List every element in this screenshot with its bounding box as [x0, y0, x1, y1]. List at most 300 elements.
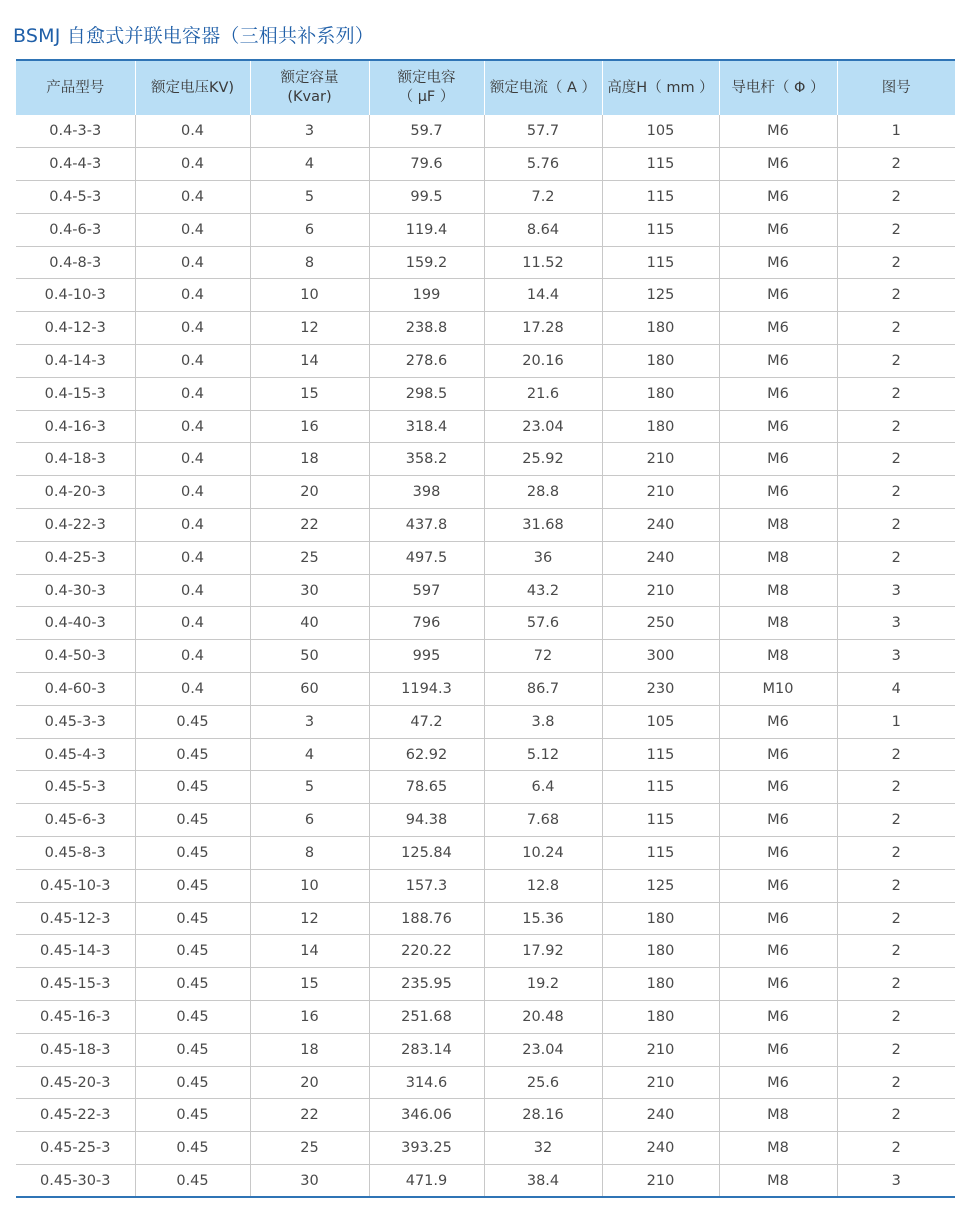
table-cell: 115: [602, 771, 719, 804]
table-cell: 0.4-50-3: [16, 640, 135, 673]
table-cell: 210: [602, 1165, 719, 1198]
table-cell: 38.4: [484, 1165, 602, 1198]
table-cell: 188.76: [369, 902, 484, 935]
table-cell: M8: [719, 640, 837, 673]
table-cell: 250: [602, 607, 719, 640]
table-row: [16, 246, 955, 279]
column-header-label: 产品型号: [46, 79, 105, 96]
table-cell: 0.45-30-3: [40, 1172, 111, 1189]
table-cell: 180: [602, 968, 719, 1001]
table-cell: 5: [250, 181, 369, 214]
table-cell: 0.45-3-3: [16, 705, 135, 738]
table-cell: 5.12: [484, 738, 602, 771]
table-cell: M8: [719, 1132, 837, 1165]
table-cell: 2: [837, 443, 955, 476]
table-row: [16, 1165, 955, 1198]
column-header: [16, 60, 135, 115]
table-cell: 15: [250, 968, 369, 1001]
table-cell: 14.4: [484, 279, 602, 312]
table-cell: 2: [837, 1033, 955, 1066]
table-cell: M6: [719, 345, 837, 378]
table-cell: 57.7: [484, 115, 602, 148]
table-cell: 14: [250, 345, 369, 378]
table-cell: 0.45: [135, 869, 250, 902]
table-cell: 62.92: [369, 738, 484, 771]
table-cell: 50: [250, 640, 369, 673]
table-cell: 2: [837, 181, 955, 214]
table-cell: 30: [250, 1165, 369, 1198]
table-cell: 11.52: [484, 246, 602, 279]
table-cell: 0.45-16-3: [16, 1001, 135, 1034]
table-cell: 2: [837, 509, 955, 542]
table-cell: 40: [250, 607, 369, 640]
table-cell: 3.8: [484, 705, 602, 738]
table-cell: 796: [369, 607, 484, 640]
table-cell: 0.4: [135, 115, 250, 148]
table-cell: 115: [602, 837, 719, 870]
table-row: [16, 181, 955, 214]
table-cell: M6: [719, 804, 837, 837]
table-cell: 0.45-14-3: [16, 935, 135, 968]
table-cell: 2: [837, 377, 955, 410]
table-cell: 0.45-15-3: [16, 968, 135, 1001]
table-cell: 19.2: [484, 968, 602, 1001]
table-cell: 0.4: [135, 148, 250, 181]
table-cell: 2: [837, 738, 955, 771]
table-cell: 12: [250, 902, 369, 935]
table-cell: 2: [837, 837, 955, 870]
table-cell: 25.92: [484, 443, 602, 476]
table-cell: 47.2: [369, 705, 484, 738]
table-cell: 105: [602, 705, 719, 738]
table-cell: M6: [719, 279, 837, 312]
table-cell: 497.5: [369, 541, 484, 574]
table-cell: 10: [250, 869, 369, 902]
table-cell: 0.45-10-3: [16, 869, 135, 902]
table-cell: 0.4: [135, 279, 250, 312]
table-cell: 0.4-16-3: [16, 410, 135, 443]
table-row: [16, 476, 955, 509]
table-cell: 119.4: [369, 213, 484, 246]
table-cell: 235.95: [369, 968, 484, 1001]
table-cell: 318.4: [369, 410, 484, 443]
table-cell: M6: [719, 935, 837, 968]
table-cell: 28.16: [484, 1099, 602, 1132]
table-cell: 16: [250, 410, 369, 443]
table-cell: 220.22: [369, 935, 484, 968]
table-cell: 230: [602, 673, 719, 706]
table-cell: 0.45: [135, 1033, 250, 1066]
table-cell: 125: [602, 279, 719, 312]
table-cell: 0.4-5-3: [16, 181, 135, 214]
table-cell: 0.45: [135, 738, 250, 771]
table-cell: 0.45: [135, 935, 250, 968]
table-cell: 0.45-5-3: [16, 771, 135, 804]
table-row: [16, 345, 955, 378]
table-cell: 3: [250, 705, 369, 738]
table-cell: 4: [250, 148, 369, 181]
table-cell: 12: [250, 312, 369, 345]
column-header: [250, 60, 369, 115]
table-cell: 180: [602, 345, 719, 378]
table-cell: 0.4-8-3: [16, 246, 135, 279]
table-cell: M8: [719, 541, 837, 574]
table-cell: 0.4-14-3: [16, 345, 135, 378]
table-row: [16, 771, 955, 804]
table-cell: 6: [250, 213, 369, 246]
table-cell: 0.4: [135, 213, 250, 246]
table-cell: 0.45-12-3: [16, 902, 135, 935]
table-cell: 20: [250, 1066, 369, 1099]
table-cell: 3: [837, 607, 955, 640]
table-cell: 0.4: [135, 509, 250, 542]
table-row: [16, 1001, 955, 1034]
table-cell: 180: [602, 935, 719, 968]
table-cell: 2: [837, 902, 955, 935]
table-cell: 57.6: [484, 607, 602, 640]
table-cell: 0.4-6-3: [16, 213, 135, 246]
table-cell: M6: [719, 181, 837, 214]
table-cell: 0.4-12-3: [16, 312, 135, 345]
table-cell: 1: [837, 705, 955, 738]
column-header: [369, 60, 484, 115]
table-cell: 6.4: [484, 771, 602, 804]
table-cell: 0.45: [135, 771, 250, 804]
table-cell: M6: [719, 443, 837, 476]
table-cell: 10: [250, 279, 369, 312]
table-cell: 0.4: [135, 443, 250, 476]
table-cell: 0.45-6-3: [16, 804, 135, 837]
table-cell: 36: [484, 541, 602, 574]
table-row: [16, 1132, 955, 1165]
table-cell: 0.45: [135, 1165, 250, 1198]
table-row: [16, 443, 955, 476]
table-cell: 22: [250, 1099, 369, 1132]
table-cell: 5: [250, 771, 369, 804]
table-cell: 115: [602, 148, 719, 181]
table-cell: 251.68: [369, 1001, 484, 1034]
table-row: [16, 410, 955, 443]
table-cell: 2: [837, 935, 955, 968]
table-cell: 2: [837, 312, 955, 345]
table-row: [16, 509, 955, 542]
table-cell: 283.14: [369, 1033, 484, 1066]
table-cell: 0.4: [135, 181, 250, 214]
table-cell: 115: [602, 804, 719, 837]
table-cell: 0.4-4-3: [16, 148, 135, 181]
table-row: [16, 869, 955, 902]
table-cell: 0.45: [135, 1132, 250, 1165]
table-cell: 0.4: [135, 476, 250, 509]
table-cell: M6: [719, 902, 837, 935]
table-row: [16, 705, 955, 738]
column-header-unit: (Kvar): [287, 89, 332, 105]
column-header-unit: （ μF ）: [398, 89, 455, 105]
column-header-label: 图号: [881, 79, 911, 96]
table-cell: 22: [250, 509, 369, 542]
table-cell: 43.2: [484, 574, 602, 607]
table-cell: 597: [369, 574, 484, 607]
table-cell: 0.4-15-3: [16, 377, 135, 410]
table-cell: 32: [484, 1132, 602, 1165]
table-cell: 298.5: [369, 377, 484, 410]
table-cell: 0.4: [135, 574, 250, 607]
table-row: [16, 673, 955, 706]
table-cell: 180: [602, 377, 719, 410]
table-row: [16, 1066, 955, 1099]
table-cell: 115: [602, 246, 719, 279]
table-cell: 3: [837, 574, 955, 607]
table-cell: 2: [837, 279, 955, 312]
table-row: [16, 640, 955, 673]
table-cell: 20.16: [484, 345, 602, 378]
table-cell: 0.45: [135, 837, 250, 870]
table-cell: 0.4-25-3: [16, 541, 135, 574]
table-cell: 4: [250, 738, 369, 771]
table-cell: 0.4: [135, 541, 250, 574]
table-cell: 18: [250, 443, 369, 476]
table-cell: 20.48: [484, 1001, 602, 1034]
table-cell: 14: [250, 935, 369, 968]
table-cell: 0.45: [135, 968, 250, 1001]
table-cell: M8: [719, 607, 837, 640]
table-cell: M6: [719, 869, 837, 902]
table-cell: M6: [719, 771, 837, 804]
table-cell: 240: [602, 1132, 719, 1165]
table-cell: 115: [602, 738, 719, 771]
table-cell: M6: [719, 1033, 837, 1066]
table-cell: 2: [837, 1001, 955, 1034]
table-cell: M6: [719, 377, 837, 410]
table-cell: 278.6: [369, 345, 484, 378]
table-cell: M8: [719, 1099, 837, 1132]
table-cell: 2: [837, 476, 955, 509]
table-row: [16, 837, 955, 870]
table-row: [16, 279, 955, 312]
table-cell: 18: [250, 1033, 369, 1066]
table-cell: 0.45: [135, 1001, 250, 1034]
table-cell: M6: [719, 837, 837, 870]
table-cell: 8: [250, 246, 369, 279]
table-cell: M8: [719, 1165, 837, 1198]
table-cell: 300: [602, 640, 719, 673]
table-cell: 180: [602, 312, 719, 345]
table-row: [16, 1099, 955, 1132]
table-row: [16, 902, 955, 935]
table-cell: 437.8: [369, 509, 484, 542]
column-header: [837, 60, 955, 115]
table-cell: 0.45-4-3: [16, 738, 135, 771]
table-cell: 2: [837, 246, 955, 279]
table-cell: M8: [719, 574, 837, 607]
table-cell: 358.2: [369, 443, 484, 476]
table-row: [16, 968, 955, 1001]
table-row: [16, 377, 955, 410]
table-cell: 2: [837, 804, 955, 837]
table-cell: 79.6: [369, 148, 484, 181]
table-cell: 86.7: [484, 673, 602, 706]
table-cell: 0.4-30-3: [16, 574, 135, 607]
column-header-label: 高度H（ mm ）: [607, 79, 714, 96]
table-cell: 60: [250, 673, 369, 706]
column-header-label: 导电杆（ Φ ）: [731, 79, 825, 96]
table-cell: M6: [719, 213, 837, 246]
table-cell: 0.4: [135, 640, 250, 673]
table-cell: 31.68: [484, 509, 602, 542]
table-cell: 0.4-18-3: [16, 443, 135, 476]
table-cell: 0.4-60-3: [16, 673, 135, 706]
table-cell: 25: [250, 541, 369, 574]
table-cell: 2: [837, 1099, 955, 1132]
table-cell: 115: [602, 213, 719, 246]
table-cell: 0.4-40-3: [16, 607, 135, 640]
table-cell: 995: [369, 640, 484, 673]
table-cell: 210: [602, 1066, 719, 1099]
spec-table: [16, 59, 955, 1198]
table-cell: 238.8: [369, 312, 484, 345]
table-cell: 15.36: [484, 902, 602, 935]
table-cell: 94.38: [369, 804, 484, 837]
table-cell: 6: [250, 804, 369, 837]
table-cell: 4: [837, 673, 955, 706]
table-cell: 180: [602, 1001, 719, 1034]
table-cell: 0.45-8-3: [16, 837, 135, 870]
table-cell: 0.4: [135, 607, 250, 640]
table-cell: 12.8: [484, 869, 602, 902]
table-cell: 3: [250, 115, 369, 148]
table-cell: 2: [837, 1132, 955, 1165]
table-cell: 2: [837, 213, 955, 246]
table-cell: 72: [484, 640, 602, 673]
table-cell: 115: [602, 181, 719, 214]
column-header-label: 额定容量: [280, 70, 339, 86]
table-cell: 240: [602, 541, 719, 574]
table-cell: M10: [719, 673, 837, 706]
table-cell: 2: [837, 148, 955, 181]
table-cell: 125.84: [369, 837, 484, 870]
table-cell: M6: [719, 1066, 837, 1099]
table-cell: 0.4-22-3: [16, 509, 135, 542]
table-cell: 210: [602, 1033, 719, 1066]
page-title: BSMJ 自愈式并联电容器（三相共补系列）: [13, 25, 374, 47]
table-cell: 16: [250, 1001, 369, 1034]
table-cell: 0.45: [135, 1066, 250, 1099]
table-cell: 159.2: [369, 246, 484, 279]
table-cell: M6: [719, 738, 837, 771]
table-cell: 2: [837, 345, 955, 378]
table-row: [16, 115, 955, 148]
table-cell: 0.4-3-3: [16, 115, 135, 148]
table-cell: 346.06: [369, 1099, 484, 1132]
column-header-label: 额定电容: [397, 70, 456, 86]
table-body: [16, 115, 955, 1197]
table-cell: 2: [837, 410, 955, 443]
table-cell: 7.68: [484, 804, 602, 837]
table-cell: 30: [250, 574, 369, 607]
column-header-label: 额定电流（ A ）: [489, 79, 597, 96]
table-cell: 1194.3: [369, 673, 484, 706]
table-row: [16, 213, 955, 246]
table-cell: 10.24: [484, 837, 602, 870]
table-cell: 2: [837, 869, 955, 902]
table-cell: 23.04: [484, 410, 602, 443]
table-cell: 471.9: [369, 1165, 484, 1198]
table-cell: 0.45: [135, 1099, 250, 1132]
column-header: [602, 60, 719, 115]
table-cell: 5.76: [484, 148, 602, 181]
table-cell: 1: [837, 115, 955, 148]
table-cell: 0.45-25-3: [16, 1132, 135, 1165]
table-cell: 21.6: [484, 377, 602, 410]
table-row: [16, 1033, 955, 1066]
column-header-label: 额定电压KV): [150, 79, 235, 96]
table-cell: 0.4: [135, 312, 250, 345]
table-cell: 8.64: [484, 213, 602, 246]
table-cell: 0.4: [135, 410, 250, 443]
table-cell: M6: [719, 246, 837, 279]
table-cell: 2: [837, 968, 955, 1001]
table-cell: 3: [837, 1165, 955, 1198]
table-cell: 0.45-20-3: [16, 1066, 135, 1099]
table-cell: 2: [837, 771, 955, 804]
table-cell: 0.45: [135, 705, 250, 738]
table-cell: 210: [602, 443, 719, 476]
table-cell: 0.4: [135, 246, 250, 279]
table-cell: 0.4: [135, 377, 250, 410]
table-row: [16, 312, 955, 345]
table-cell: 0.4-20-3: [16, 476, 135, 509]
table-cell: M6: [719, 148, 837, 181]
table-cell: 2: [837, 1066, 955, 1099]
table-cell: 8: [250, 837, 369, 870]
table-cell: 25.6: [484, 1066, 602, 1099]
table-cell: 210: [602, 476, 719, 509]
table-cell: 0.45-22-3: [16, 1099, 135, 1132]
table-cell: M6: [719, 410, 837, 443]
column-header: [484, 60, 602, 115]
table-cell: 105: [602, 115, 719, 148]
table-cell: 180: [602, 410, 719, 443]
table-row: [16, 607, 955, 640]
table-cell: 0.4-10-3: [16, 279, 135, 312]
table-cell: M6: [719, 476, 837, 509]
table-cell: M6: [719, 968, 837, 1001]
table-row: [16, 541, 955, 574]
column-header: [719, 60, 837, 115]
table-cell: 0.4: [135, 345, 250, 378]
table-header-row: [16, 60, 955, 115]
table-cell: 25: [250, 1132, 369, 1165]
table-cell: 23.04: [484, 1033, 602, 1066]
table-cell: 157.3: [369, 869, 484, 902]
table-row: [16, 738, 955, 771]
table-cell: 240: [602, 1099, 719, 1132]
table-cell: 0.45-18-3: [16, 1033, 135, 1066]
table-cell: 199: [369, 279, 484, 312]
table-cell: M8: [719, 509, 837, 542]
table-cell: 3: [837, 640, 955, 673]
table-cell: 393.25: [369, 1132, 484, 1165]
table-cell: 78.65: [369, 771, 484, 804]
table-cell: 17.92: [484, 935, 602, 968]
table-cell: 0.45: [135, 804, 250, 837]
table-cell: 99.5: [369, 181, 484, 214]
table-cell: 210: [602, 574, 719, 607]
table-cell: 2: [837, 541, 955, 574]
table-cell: 125: [602, 869, 719, 902]
table-cell: 180: [602, 902, 719, 935]
table-row: [16, 935, 955, 968]
